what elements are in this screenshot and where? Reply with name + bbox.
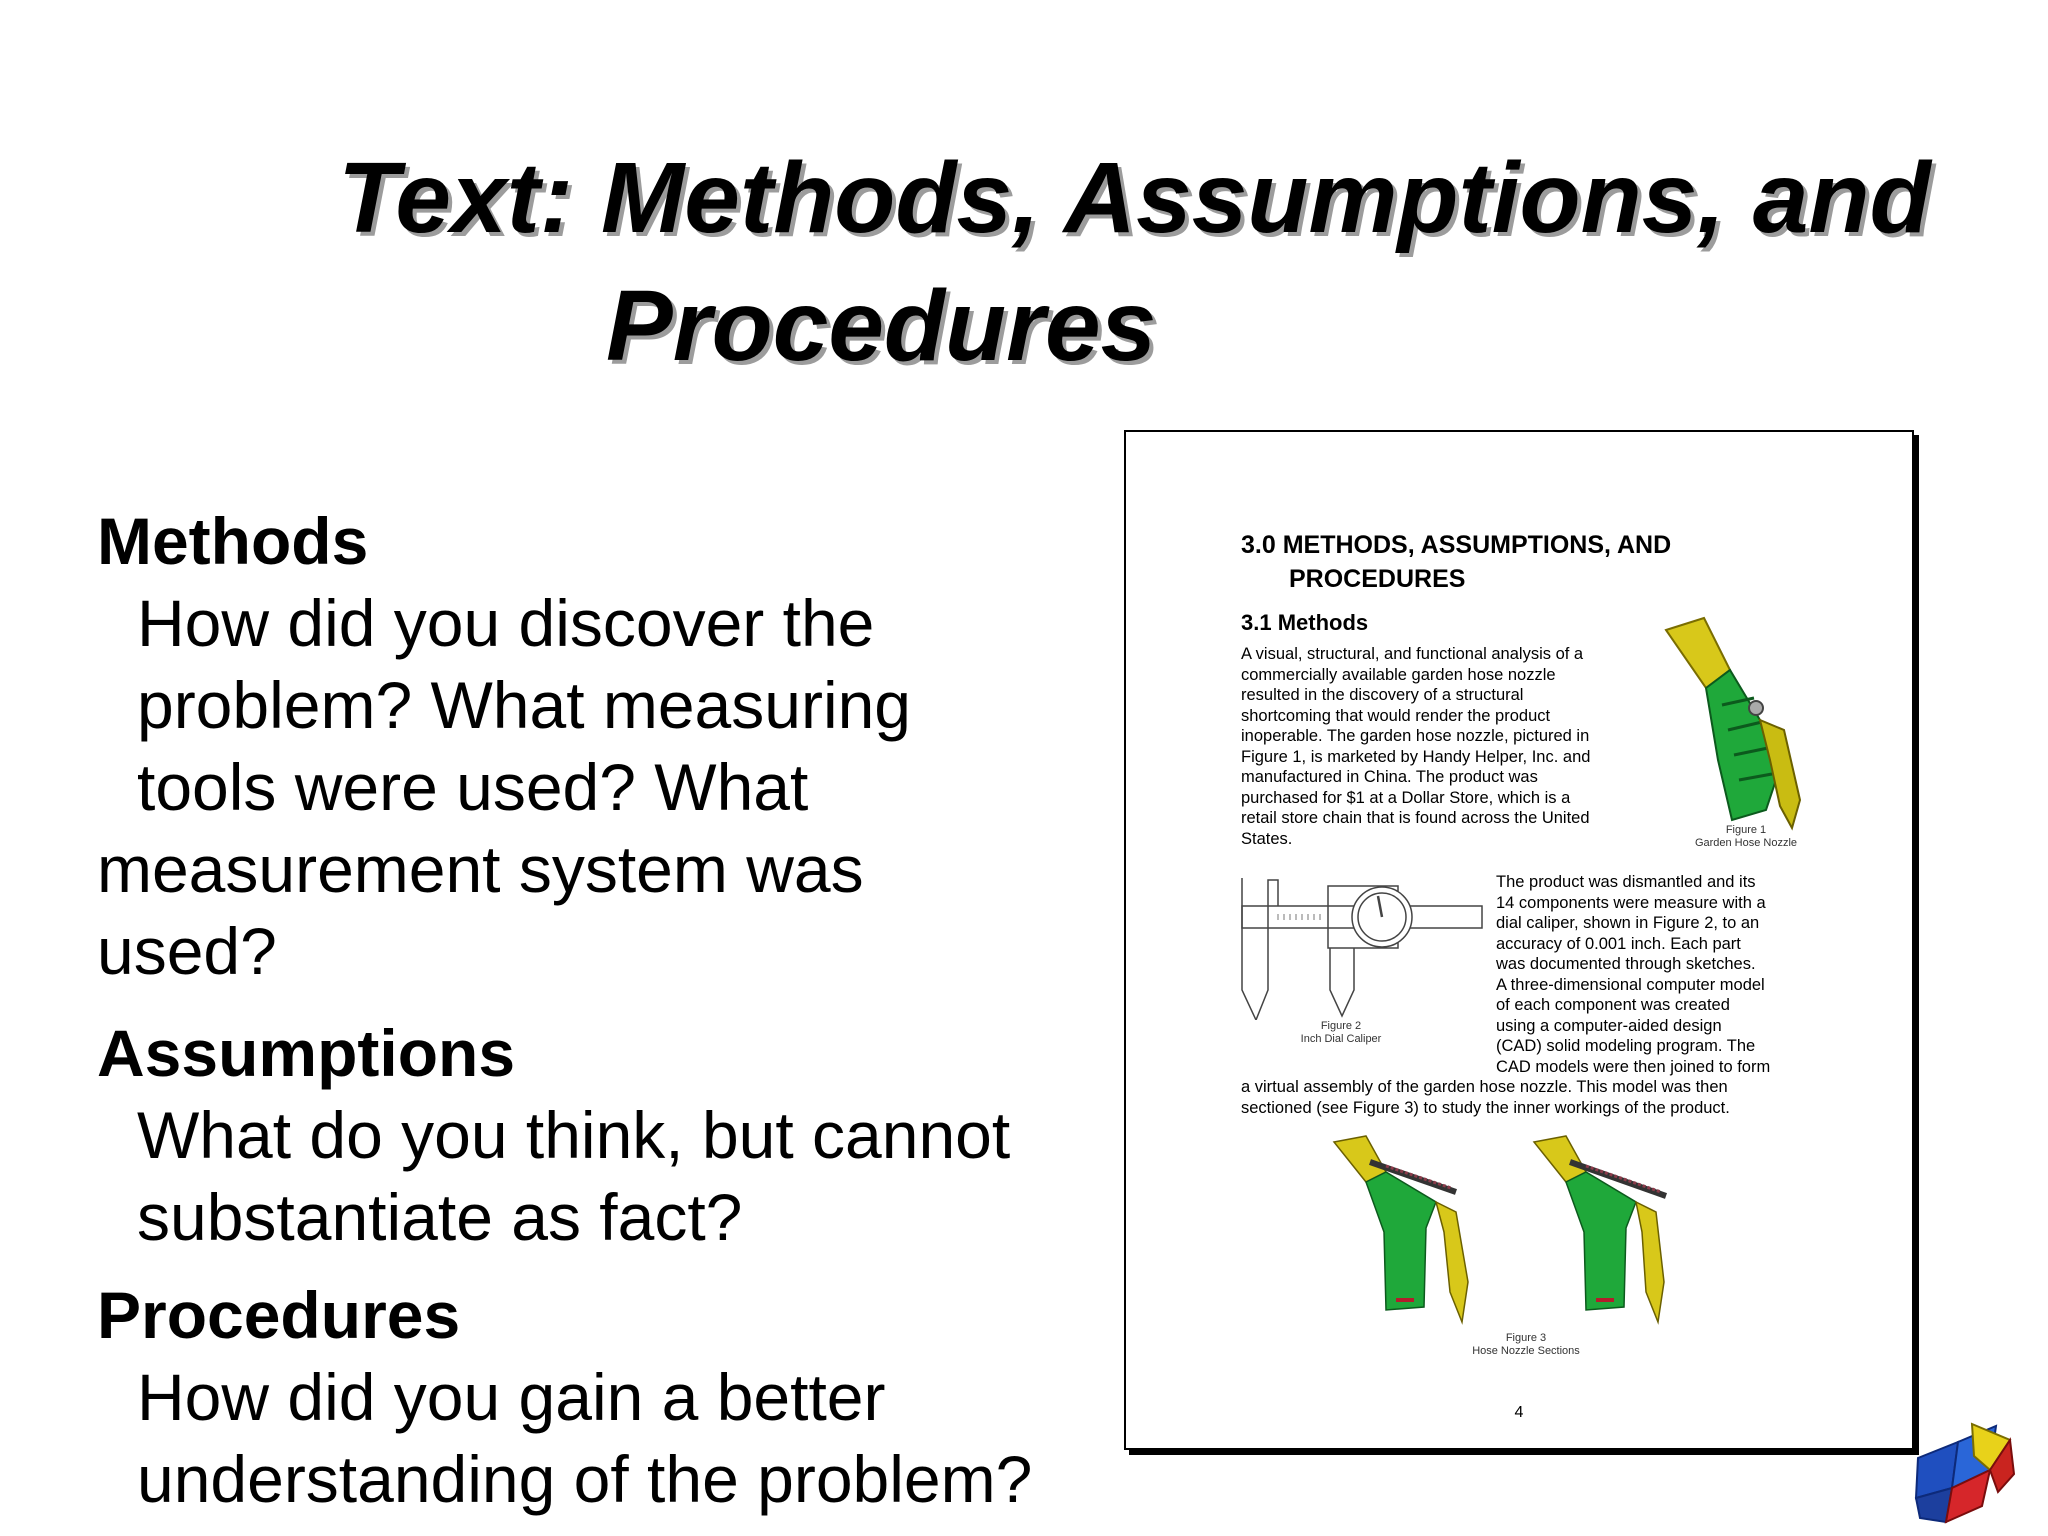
doc-line: using a computer-aided design bbox=[1496, 1016, 1722, 1035]
doc-line: A visual, structural, and functional analysis of a bbox=[1241, 645, 1584, 663]
doc-line: Figure 1, is marketed by Handy Helper, Inc. and bbox=[1241, 747, 1591, 766]
doc-paragraph-2-full bbox=[1241, 1077, 1730, 1118]
doc-line: was documented through sketches. bbox=[1496, 955, 1756, 973]
doc-paragraph-2-right bbox=[1496, 872, 1770, 1077]
doc-heading-line: 3.0 METHODS, ASSUMPTIONS, AND bbox=[1241, 531, 1672, 559]
dial-caliper-figure bbox=[1238, 870, 1488, 1020]
doc-line: inoperable. The garden hose nozzle, pictured in bbox=[1241, 727, 1590, 745]
methods-heading: Methods bbox=[97, 504, 369, 578]
assumptions-heading: Assumptions bbox=[97, 1016, 516, 1090]
doc-line: resulted in the discovery of a structural bbox=[1241, 686, 1524, 704]
doc-heading bbox=[1241, 528, 1671, 596]
doc-line: commercially available garden hose nozzle bbox=[1241, 665, 1556, 684]
doc-subheading: 3.1 Methods bbox=[1241, 610, 1369, 635]
procedures-heading: Procedures bbox=[97, 1278, 461, 1352]
hose-nozzle-sections-figure bbox=[1326, 1132, 1726, 1332]
doc-line: manufactured in China. The product was bbox=[1241, 768, 1538, 786]
caption-line: Inch Dial Caliper bbox=[1300, 1033, 1382, 1045]
methods-line: How did you discover the bbox=[137, 586, 875, 660]
doc-line: States. bbox=[1241, 829, 1293, 848]
caption-line: Figure 3 bbox=[1505, 1332, 1547, 1344]
doc-line: accuracy of 0.001 inch. Each part bbox=[1496, 934, 1741, 953]
doc-line: of each component was created bbox=[1496, 996, 1730, 1014]
doc-line: a virtual assembly of the garden hose nozzle. This model was then bbox=[1241, 1078, 1728, 1096]
page-number: 4 bbox=[1514, 1404, 1524, 1421]
caption-line: Hose Nozzle Sections bbox=[1472, 1345, 1580, 1357]
methods-line: problem? What measuring bbox=[137, 668, 912, 742]
doc-line: CAD models were then joined to form bbox=[1496, 1057, 1771, 1076]
doc-line: 14 components were measure with a bbox=[1496, 893, 1766, 912]
document-page bbox=[1124, 430, 1914, 1450]
doc-line: shortcoming that would render the product bbox=[1241, 706, 1551, 725]
doc-heading-line: PROCEDURES bbox=[1289, 565, 1466, 593]
methods-line: tools were used? What bbox=[137, 750, 809, 824]
figure-3-caption bbox=[1446, 1332, 1606, 1358]
doc-line: purchased for $1 at a Dollar Store, which is a bbox=[1241, 788, 1571, 807]
methods-line: used? bbox=[97, 914, 277, 988]
slide-title-line-1: Text: Methods, Assumptions, and bbox=[338, 142, 1931, 254]
doc-line: The product was dismantled and its bbox=[1496, 873, 1756, 891]
methods-text bbox=[97, 582, 911, 992]
procedures-line: How did you gain a better bbox=[137, 1360, 886, 1434]
assumptions-text bbox=[97, 1094, 1010, 1258]
doc-line: A three-dimensional computer model bbox=[1496, 975, 1765, 994]
caption-line: Figure 1 bbox=[1725, 824, 1767, 836]
assumptions-line: What do you think, but cannot bbox=[137, 1098, 1011, 1172]
doc-line: dial caliper, shown in Figure 2, to an bbox=[1496, 914, 1760, 932]
pltw-logo-icon bbox=[1912, 1418, 2018, 1524]
doc-line: retail store chain that is found across the United bbox=[1241, 809, 1590, 827]
doc-line: sectioned (see Figure 3) to study the inner workings of the product. bbox=[1241, 1098, 1730, 1117]
doc-paragraph-1 bbox=[1241, 644, 1590, 849]
methods-line: measurement system was bbox=[97, 832, 864, 906]
assumptions-line: substantiate as fact? bbox=[137, 1180, 743, 1254]
procedures-line: understanding of the problem? bbox=[137, 1442, 1033, 1516]
figure-1-caption bbox=[1666, 824, 1826, 850]
doc-line: (CAD) solid modeling program. The bbox=[1496, 1037, 1756, 1055]
procedures-text bbox=[97, 1356, 1032, 1520]
caption-line: Garden Hose Nozzle bbox=[1694, 837, 1798, 849]
caption-line: Figure 2 bbox=[1320, 1020, 1362, 1032]
garden-hose-nozzle-figure bbox=[1644, 610, 1824, 850]
figure-2-caption bbox=[1276, 1020, 1406, 1046]
slide-title-line-2: Procedures bbox=[606, 270, 1157, 382]
